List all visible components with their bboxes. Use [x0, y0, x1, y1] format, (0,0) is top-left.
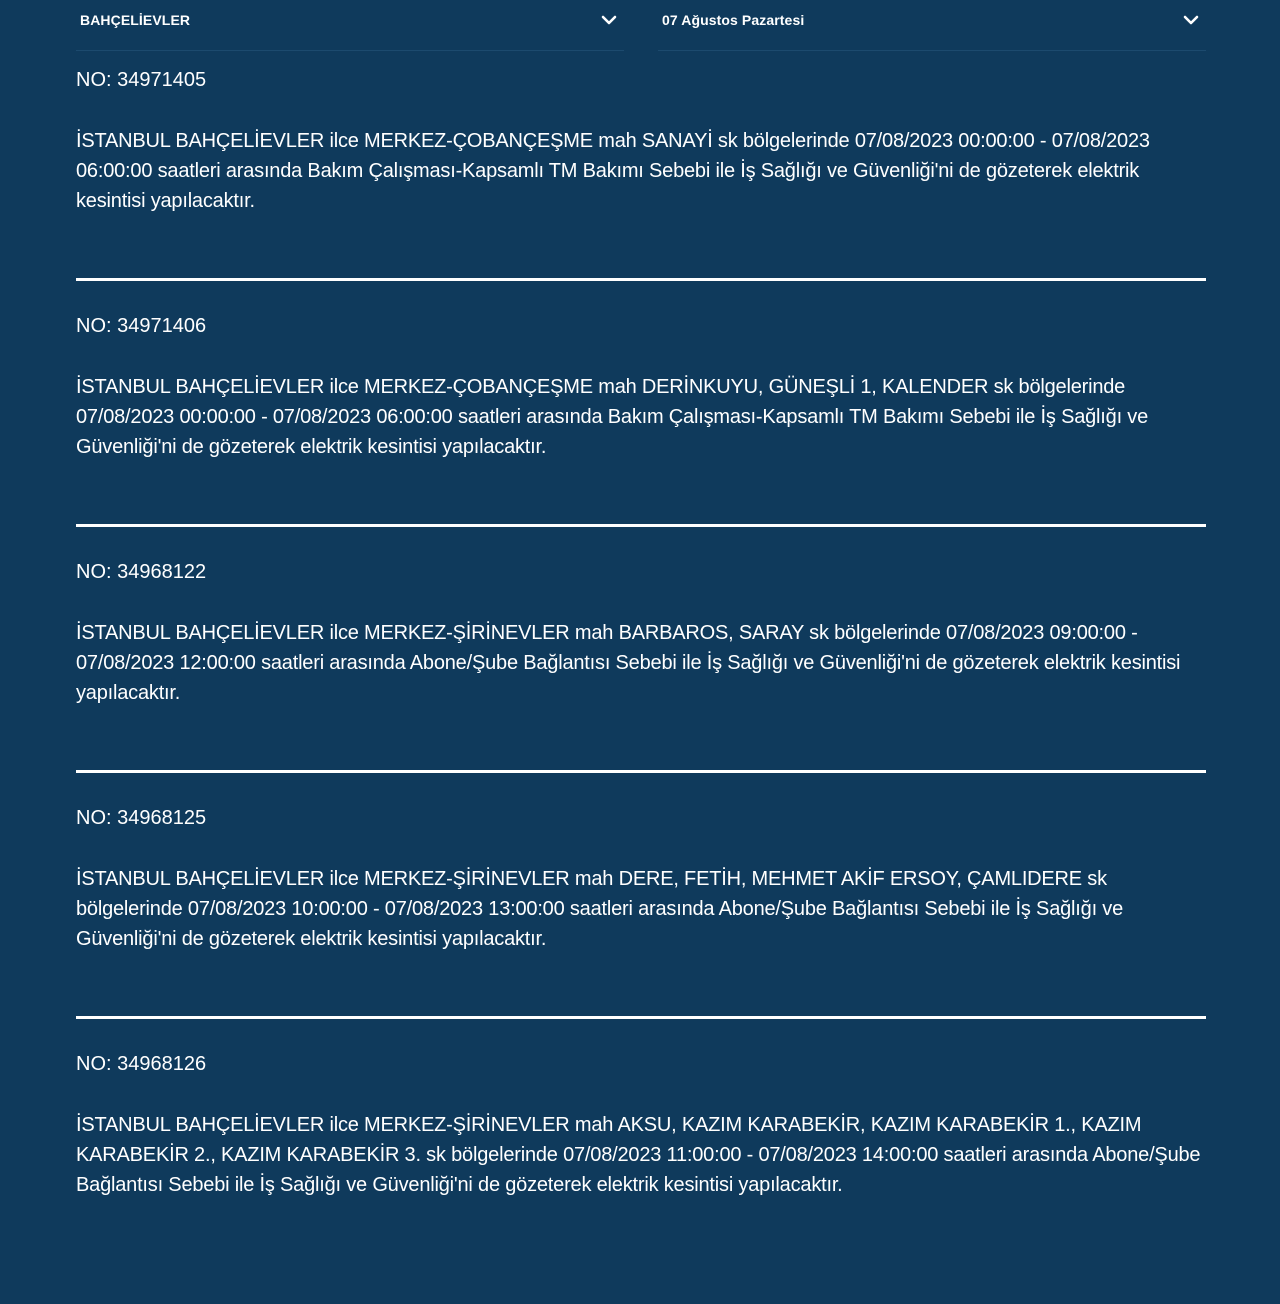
district-select[interactable]	[76, 0, 624, 51]
district-select-value: BAHÇELİEVLER	[80, 12, 191, 28]
notice-description: İSTANBUL BAHÇELİEVLER ilce MERKEZ-ÇOBANÇEŞME mah DERİNKUYU, GÜNEŞLİ 1, KALENDER sk bölgelerinde 07/08/2023 00:00:00 - 07/08/2023 06:00:00 saatleri arasında Bakım Çalışması-Kapsamlı TM Bakımı Sebebi ile İş Sağlığı ve Güvenliği'ni de gözeterek elektrik kesintisi yapılacaktır.	[76, 376, 1149, 458]
filter-bar	[76, 0, 1206, 52]
divider	[76, 278, 1206, 281]
date-select[interactable]	[658, 0, 1206, 51]
notice-description: İSTANBUL BAHÇELİEVLER ilce MERKEZ-ŞİRİNEVLER mah DERE, FETİH, MEHMET AKİF ERSOY, ÇAMLIDERE sk bölgelerinde 07/08/2023 10:00:00 - 07/08/2023 13:00:00 saatleri arasında Abone/Şube Bağlantısı Sebebi ile İş Sağlığı ve Güvenliği'ni de gözeterek elektrik kesintisi yapılacaktır.	[76, 868, 1124, 950]
outage-notice	[76, 556, 1206, 802]
chevron-down-icon[interactable]	[1182, 12, 1200, 28]
notice-description: İSTANBUL BAHÇELİEVLER ilce MERKEZ-ÇOBANÇEŞME mah SANAYİ sk bölgelerinde 07/08/2023 00:00:00 - 07/08/2023 06:00:00 saatleri arasında Bakım Çalışması-Kapsamlı TM Bakımı Sebebi ile İş Sağlığı ve Güvenliği'ni de gözeterek elektrik kesintisi yapılacaktır.	[76, 130, 1150, 212]
notice-number: NO: 34968122	[76, 561, 207, 583]
outage-notice	[76, 802, 1206, 1048]
divider	[76, 524, 1206, 527]
outage-notice	[76, 1048, 1206, 1294]
notice-description: İSTANBUL BAHÇELİEVLER ilce MERKEZ-ŞİRİNEVLER mah BARBAROS, SARAY sk bölgelerinde 07/08/2023 09:00:00 - 07/08/2023 12:00:00 saatleri arasında Abone/Şube Bağlantısı Sebebi ile İş Sağlığı ve Güvenliği'ni de gözeterek elektrik kesintisi yapılacaktır.	[76, 622, 1181, 704]
notice-number: NO: 34968126	[76, 1053, 207, 1075]
date-select-value: 07 Ağustos Pazartesi	[662, 12, 805, 28]
notice-number: NO: 34971406	[76, 315, 207, 337]
outage-notice-list	[76, 64, 1206, 1294]
notice-number: NO: 34971405	[76, 69, 207, 91]
divider	[76, 1016, 1206, 1019]
notice-number: NO: 34968125	[76, 807, 207, 829]
outage-notice	[76, 310, 1206, 556]
chevron-down-icon[interactable]	[600, 12, 618, 28]
divider	[76, 770, 1206, 773]
notice-description: İSTANBUL BAHÇELİEVLER ilce MERKEZ-ŞİRİNEVLER mah AKSU, KAZIM KARABEKİR, KAZIM KARABEKİR 1., KAZIM KARABEKİR 2., KAZIM KARABEKİR 3. sk bölgelerinde 07/08/2023 11:00:00 - 07/08/2023 14:00:00 saatleri arasında Abone/Şube Bağlantısı Sebebi ile İş Sağlığı ve Güvenliği'ni de gözeterek elektrik kesintisi yapılacaktır.	[76, 1114, 1201, 1196]
outage-notice	[76, 64, 1206, 310]
